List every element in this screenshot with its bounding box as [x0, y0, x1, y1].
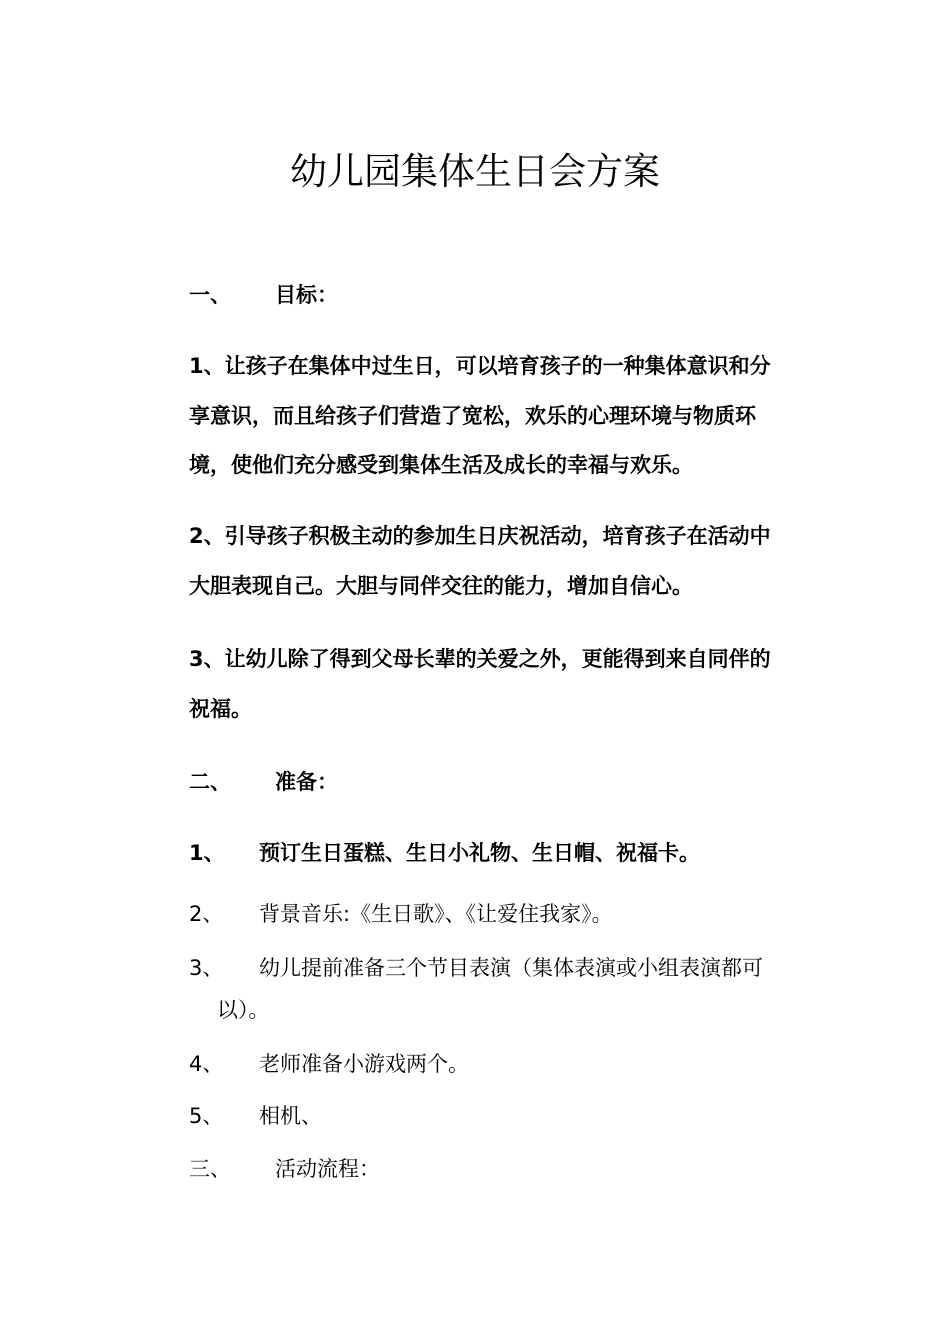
text-line: 祝福。 — [189, 696, 252, 721]
text-line: 3、让幼儿除了得到父母长辈的关爱之外，更能得到来自同伴的 — [189, 647, 771, 671]
section-number: 二、 — [189, 770, 231, 794]
goal-paragraph-1 — [189, 342, 814, 491]
item-number: 1、 — [189, 841, 225, 865]
prep-item — [189, 838, 700, 868]
item-text: 老师准备小游戏两个。 — [259, 1052, 469, 1076]
goal-paragraph-2 — [189, 512, 814, 611]
section-title: 准备： — [275, 770, 338, 794]
section-heading-goals — [189, 280, 338, 310]
item-text: 相机、 — [259, 1104, 322, 1128]
section-number: 一、 — [189, 283, 231, 307]
section-heading-preparation — [189, 767, 338, 797]
document-title: 幼儿园集体生日会方案 — [290, 150, 660, 193]
section-title: 活动流程： — [275, 1157, 380, 1181]
text-line: 享意识，而且给孩子们营造了宽松，欢乐的心理环境与物质环 — [189, 403, 756, 428]
item-text: 预订生日蛋糕、生日小礼物、生日帽、祝福卡。 — [259, 841, 700, 865]
section-heading-activity-flow — [189, 1154, 380, 1184]
text-line: 1、让孩子在集体中过生日，可以培育孩子的一种集体意识和分 — [189, 354, 771, 378]
item-text: 幼儿提前准备三个节目表演（集体表演或小组表演都可 — [259, 956, 763, 980]
prep-item — [189, 953, 763, 1022]
item-continuation: 以）。 — [217, 998, 270, 1022]
prep-item — [189, 1049, 469, 1079]
item-number: 3、 — [189, 956, 224, 980]
section-number: 三、 — [189, 1157, 231, 1181]
item-number: 4、 — [189, 1052, 224, 1076]
item-text: 背景音乐:《生日歌》、《让爱住我家》。 — [259, 902, 613, 926]
prep-item — [189, 899, 613, 929]
text-line: 2、引导孩子积极主动的参加生日庆祝活动，培育孩子在活动中 — [189, 524, 771, 548]
goal-paragraph-3 — [189, 635, 814, 734]
text-line: 大胆表现自己。大胆与同伴交往的能力，增加自信心。 — [189, 573, 693, 598]
item-number: 5、 — [189, 1104, 224, 1128]
section-title: 目标： — [275, 283, 338, 307]
item-number: 2、 — [189, 902, 224, 926]
prep-item — [189, 1101, 322, 1131]
text-line: 境，使他们充分感受到集体生活及成长的幸福与欢乐。 — [189, 453, 693, 477]
